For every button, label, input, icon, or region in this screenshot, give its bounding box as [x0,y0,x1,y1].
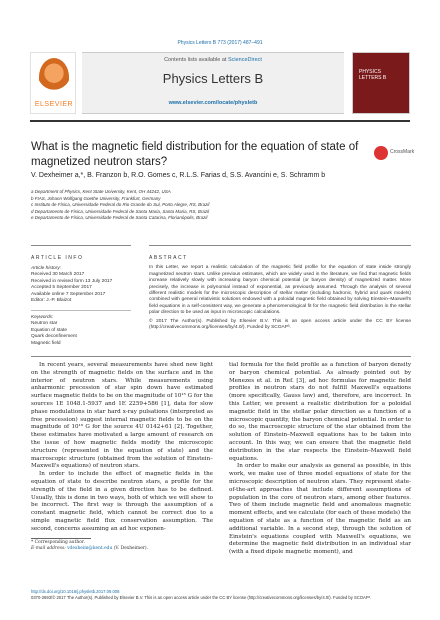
journal-masthead [30,52,410,114]
body-paragraph: In order to include the effect of magnetic fields in the equation of state to describe neutron stars, a profile for the strength of the field in a given direction has to be defined. Usually, this is done in two ways, both of which we will show to be incorrect. The first way is through the assumption of a constant magnetic field, which cannot be correct due to a simple magnetic field flux conservation assumption. The second, concerns assuming an ad hoc exponen- [31,471,213,532]
contents-prefix: Contents lists available at [164,57,228,63]
affiliation: e Departamento de Física, Universidade Federal de Santa Catarina, Florianópolis, Brazil [31,215,208,221]
cover-title-line1: PHYSICS [359,69,381,75]
journal-title: Physics Letters B [162,71,264,86]
corresponding-author-footnote [31,540,213,552]
affiliation: d Departamento de Física, Universidade Federal de Santa Maria, Santa Maria, RS, Brazil [31,208,210,214]
keywords-label: Keywords: [31,314,54,320]
journal-cover-thumbnail [352,52,410,114]
affiliation: b FIAS, Johann Wolfgang Goethe University, Frankfurt, Germany [31,195,161,201]
history-item: Accepted 5 September 2017 [31,285,92,290]
masthead-rule [30,120,410,122]
crossmark-label[interactable]: CrossMark [390,149,415,155]
email-suffix: (V. Dexheimer). [112,546,149,551]
article-info-heading: ARTICLE INFO [31,255,84,261]
affiliation: a Department of Physics, Kent State University, Kent, OH 44242, USA [31,189,171,194]
sciencedirect-link[interactable]: ScienceDirect [227,57,262,63]
doi-link[interactable]: http://dx.doi.org/10.1016/j.physletb.2017.09.008 [31,589,120,594]
journal-banner [82,52,344,114]
email-label: E-mail address: [31,546,68,551]
journal-homepage-link[interactable]: www.elsevier.com/locate/physletb [168,100,258,106]
history-item: Received 30 March 2017 [31,272,85,277]
abstract-text: In this Letter, we report a realistic calculation of the magnetic field profile for the equation of state inside strongly magnetized neutron stars. Unlike previous estimates, which are widely used in the literature, we find that magnetic fields increase relatively slowly with increasing baryon chemical potential (or baryon density) of magnetized matter. More precisely, the increase is polynomial instead of exponential, as previously assumed. Through the analysis of several different realistic models for the microscopic description of stellar matter (including hadronic, hybrid and quark models) combined with general relativistic solutions endowed with a poloidal magnetic field obtained by solving Einstein–Maxwell's field equations in a self-consistent way, we generate a phenomenological fit for the magnetic field distribution in the stellar polar direction to be used as input in microscopic calculations. [149,265,411,316]
keyword: Quark deconfinement [31,334,77,339]
abstract-heading: ABSTRACT [149,255,188,261]
page-footer [31,589,411,601]
keyword: Neutron star [31,321,58,326]
footnote-rule [31,538,91,539]
affiliation: c Instituto de Física, Universidade Federal do Rio Grande do Sul, Porto Alegre, RS, Brazil [31,202,210,208]
article-info [31,255,131,347]
history-item: Available online 7 September 2017 [31,291,106,297]
elsevier-tree-icon [39,58,69,96]
cover-title [359,69,386,81]
info-rule [31,245,131,246]
footnote-marker: * Corresponding author. [31,540,85,545]
editor: Editor: J.-P. Blaizot [31,298,72,303]
cover-title-line2: LETTERS B [359,75,387,81]
footer-license: 0370-2693/© 2017 The Author(s). Published by Elsevier B.V. This is an open access article under the CC BY license (http://creativecommons.org/licenses/by/4.0/). Funded by SCOAP³. [31,594,372,600]
publisher-name: ELSEVIER [34,101,74,108]
history-item: Received in revised form 13 July 2017 [31,278,113,284]
keyword: Magnetic field [31,340,61,346]
history-label: Article history: [31,265,62,271]
footnote-email-line [31,546,213,552]
body-paragraph: In order to make our analysis as general as possible, in this work, we make use of three model equations of state for the microscopic description of neutron stars. They represent state-of-the-art approaches that include different assumptions of population in the core of neutron stars, among other features. Two of them include magnetic field and anomalous magnetic moment effects, and we calculate (for each of these models) the equation of state as a function of the magnetic field as an additional variable. In a second step, through the solution of Einstein's equations coupled with Maxwell's equations, we determine the magnetic field distribution in an individual star (with a fixed dipole magnetic moment), and [229,463,411,556]
body-column-left [31,362,213,534]
article-title: What is the magnetic field distribution for the equation of state of magnetized neutron stars? [31,141,359,168]
contents-line [82,57,344,63]
keyword: Equation of state [31,327,68,333]
abstract-rule [149,245,411,246]
abstract-license[interactable]: © 2017 The Author(s). Published by Elsevier B.V. This is an open access article under the CC BY license (http://creativecommons.org/licenses/by/4.0/). Funded by SCOAP³. [149,318,411,331]
running-head[interactable]: Physics Letters B 773 (2017) 487–491 [177,40,263,46]
body-column-right [229,362,411,557]
abstract-end-rule [31,356,411,357]
crossmark-icon[interactable] [374,146,388,160]
abstract [149,255,411,331]
email-link[interactable]: vdexheim@kent.edu [67,546,113,551]
body-paragraph: In recent years, several measurements have shed new light on the strength of magnetic fields on the surface and in the interior of neutron stars. While measurements using anharmonic precession of star spin down have estimated surface magnetic fields to be on the magnitude of 10¹⁵ G for the sources 1E 1048.1-5937 and 1E 2259+586 [1], data for slow phase modulations in star hard x-ray pulsations (interpreted as free precession) suggest internal magnetic fields to be on the magnitude of 10¹⁶ G for the source 4U 0142+61 [2]. Together, these estimates have motivated a large amount of research on the issue of how magnetic fields modify the microscopic structure (represented in the equation of state) and the macroscopic structure (obtained from the solution of Einstein–Maxwell's equations) of neutron stars. [31,362,213,470]
info-divider [31,305,131,311]
author-list: V. Dexheimer a,*, B. Franzon b, R.O. Gomes c, R.L.S. Farias d, S.S. Avancini e, S. Schramm b [31,172,326,179]
elsevier-logo[interactable] [30,52,76,114]
body-paragraph: tial formula for the field profile as a function of baryon density or baryon chemical potential. As already pointed out by Menezes et al. in Ref. [3], ad hoc formulas for magnetic field profiles in neutron stars do not fulfill Maxwell's equations (more specifically, Gauss law) and, therefore, are incorrect. In this Letter, we present a realistic distribution for a poloidal magnetic field in the stellar polar direction as a function of a microscopic quantity, the baryon chemical potential. In order to do so, the macroscopic structure of the star obtained from the solution of Einstein–Maxwell equations has to be taken into account. In this way, we can ensure that the magnetic field distribution in the star respects the Einstein–Maxwell field equations. [229,362,411,462]
affiliations [31,189,411,222]
